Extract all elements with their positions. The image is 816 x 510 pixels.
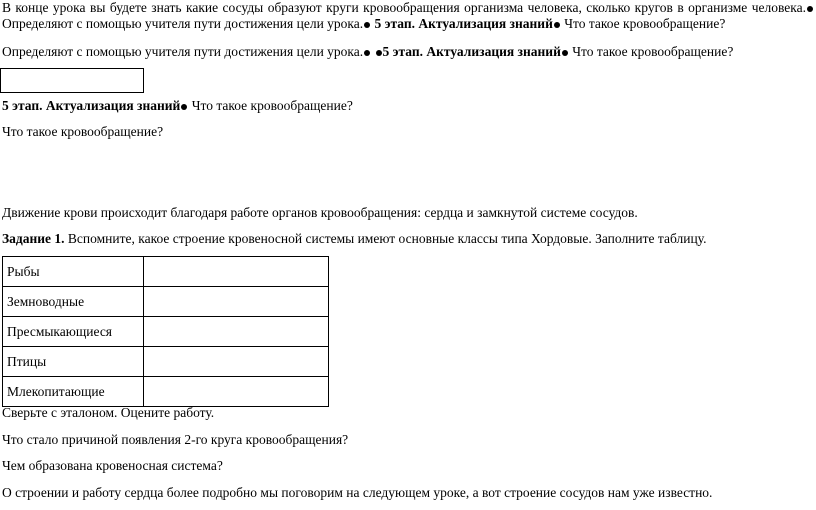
bullet-icon	[807, 6, 813, 12]
task1-line	[2, 231, 706, 247]
stage5-heading: 5 этап. Актуализация знаний	[382, 44, 561, 59]
bullet-icon	[562, 50, 568, 56]
goal-line	[2, 44, 733, 60]
system-question: Чем образована кровеносная система?	[2, 458, 223, 473]
movement-text: Движение крови происходит благодаря работе органов кровообращения: сердца и замкнутой системе сосудов.	[2, 205, 638, 220]
table-cell-answer[interactable]	[144, 257, 329, 287]
table-row	[3, 257, 329, 287]
table-cell-class: Птицы	[3, 347, 144, 377]
question-line: Что такое кровообращение?	[2, 124, 164, 139]
task1-label: Задание 1.	[2, 231, 65, 246]
task1-text: Вспомните, какое строение кровеносной системы имеют основные классы типа Хордовые. Заполните таблицу.	[67, 231, 707, 246]
intro-text: В конце урока вы будете знать какие сосуды образуют круги кровообращения организма человека, сколько кругов в организме человека.	[2, 0, 806, 15]
step-goal-text: Определяют с помощью учителя пути достижения цели урока.	[2, 44, 364, 59]
table-row	[3, 317, 329, 347]
table-cell-answer[interactable]	[144, 347, 329, 377]
table-row	[3, 287, 329, 317]
table-row	[3, 347, 329, 377]
stage5-heading: 5 этап. Актуализация знаний	[2, 98, 181, 113]
bullet-icon	[364, 22, 370, 28]
table-cell-class: Земноводные	[3, 287, 144, 317]
bullet-icon	[181, 104, 187, 110]
stage5-heading: 5 этап. Актуализация знаний	[374, 16, 553, 31]
question-text: Что такое кровообращение?	[572, 44, 734, 59]
stage5-line	[2, 98, 353, 114]
table-cell-answer[interactable]	[144, 287, 329, 317]
classes-table	[2, 256, 329, 407]
question-text: Что такое кровообращение?	[191, 98, 353, 113]
question-text: Что такое кровообращение?	[564, 16, 726, 31]
table-cell-class: Рыбы	[3, 257, 144, 287]
table-cell-answer[interactable]	[144, 377, 329, 407]
final-text: О строении и работу сердца более подробно мы поговорим на следующем уроке, а вот строение сосудов нам уже известно.	[2, 485, 713, 500]
second-circle-question: Что стало причиной появления 2-го круга кровообращения?	[2, 432, 349, 447]
bullet-icon	[554, 22, 560, 28]
bullet-icon	[364, 50, 370, 56]
step-goal-text: Определяют с помощью учителя пути достижения цели урока.	[2, 16, 364, 31]
table-cell-answer[interactable]	[144, 317, 329, 347]
table-cell-class: Млекопитающие	[3, 377, 144, 407]
intro-paragraph	[2, 0, 814, 32]
check-text: Сверьте с эталоном. Оцените работу.	[2, 405, 215, 420]
empty-answer-box	[0, 68, 144, 93]
table-row	[3, 377, 329, 407]
bullet-icon	[376, 50, 382, 56]
table-cell-class: Пресмыкающиеся	[3, 317, 144, 347]
